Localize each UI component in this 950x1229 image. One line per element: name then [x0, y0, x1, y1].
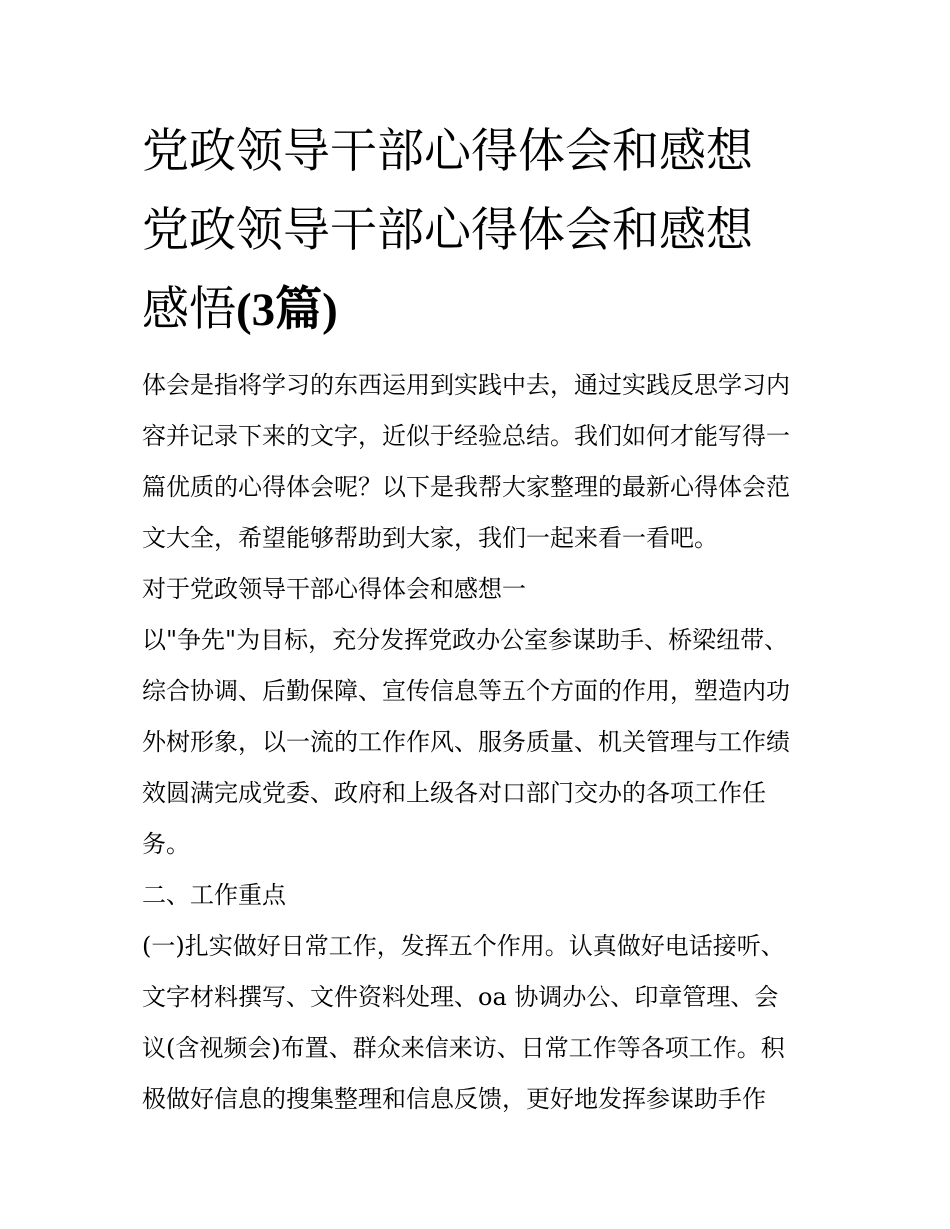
title-line-1: 党政领导干部心得体会和感想	[142, 124, 753, 179]
body-line-10: (一)扎实做好日常工作，发挥五个作用。认真做好电话接听、	[142, 932, 785, 960]
document-page	[142, 112, 822, 1125]
body-line-13: 极做好信息的搜集整理和信息反馈，更好地发挥参谋助手作	[142, 1085, 766, 1113]
title-count: (3篇)	[236, 284, 338, 336]
section-heading-2: 二、工作重点	[142, 881, 286, 909]
document-body	[142, 360, 822, 1125]
body-line-7: 外树形象，以一流的工作作风、服务质量、机关管理与工作绩	[142, 728, 790, 756]
body-line-1: 体会是指将学习的东西运用到实践中去，通过实践反思学习内	[142, 371, 790, 399]
body-line-5: 以"争先"为目标，充分发挥党政办公室参谋助手、桥梁纽带、	[142, 626, 789, 654]
section-heading-1: 对于党政领导干部心得体会和感想一	[142, 575, 526, 603]
body-line-4: 文大全，希望能够帮助到大家，我们一起来看一看吧。	[142, 524, 718, 552]
title-line-2: 党政领导干部心得体会和感想	[142, 203, 753, 258]
body-line-12: 议(含视频会)布置、群众来信来访、日常工作等各项工作。积	[142, 1034, 785, 1062]
body-line-11: 文字材料撰写、文件资料处理、oa 协调办公、印章管理、会	[142, 983, 779, 1011]
document-title	[142, 112, 822, 350]
body-line-3: 篇优质的心得体会呢？以下是我帮大家整理的最新心得体会范	[142, 473, 790, 501]
body-line-6: 综合协调、后勤保障、宣传信息等五个方面的作用，塑造内功	[142, 677, 790, 705]
title-line-3: 感悟	[142, 282, 236, 337]
body-line-8: 效圆满完成党委、政府和上级各对口部门交办的各项工作任	[142, 779, 766, 807]
body-line-2: 容并记录下来的文字，近似于经验总结。我们如何才能写得一	[142, 422, 790, 450]
body-line-9: 务。	[142, 830, 190, 858]
